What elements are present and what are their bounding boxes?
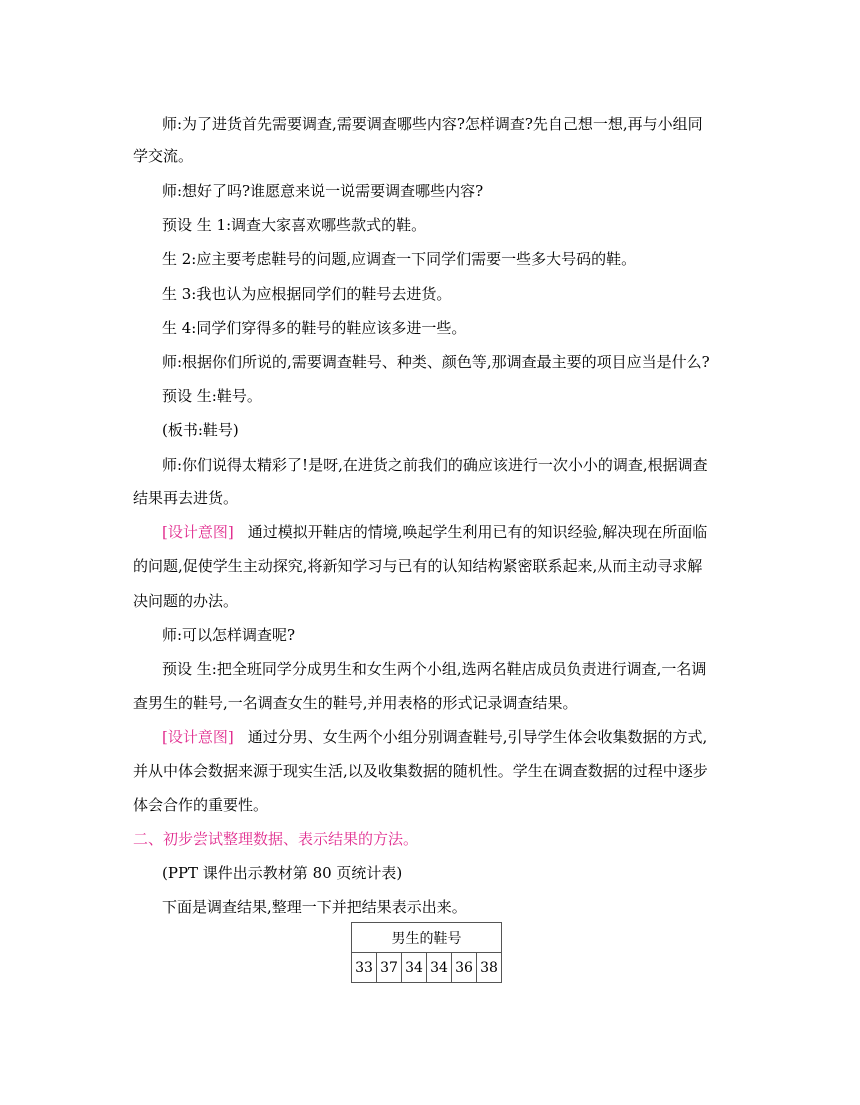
table-cell: 34 <box>402 953 427 983</box>
paragraph-line: 预设 生 1:调查大家喜欢哪些款式的鞋。 <box>162 216 427 234</box>
table-cell: 36 <box>452 953 477 983</box>
design-intent-paragraph <box>162 522 707 542</box>
design-intent-paragraph <box>162 727 707 747</box>
paragraph-line: 生 2:应主要考虑鞋号的问题,应调查一下同学们需要一些多大号码的鞋。 <box>162 250 637 268</box>
table-row <box>352 953 502 983</box>
paragraph-line: 查男生的鞋号,一名调查女生的鞋号,并用表格的形式记录调查结果。 <box>133 694 578 712</box>
table-cell: 33 <box>352 953 377 983</box>
paragraph-line: 师:可以怎样调查呢? <box>162 626 296 644</box>
paragraph-line: 师:根据你们所说的,需要调查鞋号、种类、颜色等,那调查最主要的项目应当是什么? <box>162 353 710 371</box>
paragraph-line: 预设 生:鞋号。 <box>162 387 262 405</box>
paragraph-line: 预设 生:把全班同学分成男生和女生两个小组,选两名鞋店成员负责进行调查,一名调 <box>162 660 707 678</box>
paragraph-line: 师:想好了吗?谁愿意来说一说需要调查哪些内容? <box>162 182 484 200</box>
paragraph-line: 生 3:我也认为应根据同学们的鞋号去进货。 <box>162 285 452 303</box>
table-cell: 37 <box>377 953 402 983</box>
paragraph-line: 师:为了进货首先需要调查,需要调查哪些内容?怎样调查?先自己想一想,再与小组同 <box>162 115 703 133</box>
paragraph-line: 生 4:同学们穿得多的鞋号的鞋应该多进一些。 <box>162 319 467 337</box>
paragraph-line: 学交流。 <box>133 147 194 165</box>
section-heading: 二、初步尝试整理数据、表示结果的方法。 <box>133 830 419 848</box>
design-intent-label: [设计意图] <box>162 523 234 541</box>
paragraph-text: 通过模拟开鞋店的情境,唤起学生利用已有的知识经验,解决现在所面临 <box>247 523 708 541</box>
paragraph-line: (板书:鞋号) <box>162 421 239 439</box>
paragraph-line: 并从中体会数据来源于现实生活,以及收集数据的随机性。学生在调查数据的过程中逐步 <box>133 762 708 780</box>
paragraph-line: 师:你们说得太精彩了!是呀,在进货之前我们的确应该进行一次小小的调查,根据调查 <box>162 456 708 474</box>
table-cell: 38 <box>477 953 502 983</box>
design-intent-label: [设计意图] <box>162 728 234 746</box>
paragraph-text: 通过分男、女生两个小组分别调查鞋号,引导学生体会收集数据的方式, <box>247 728 708 746</box>
paragraph-line: 决问题的办法。 <box>133 592 239 610</box>
paragraph-line: 的问题,促使学生主动探究,将新知学习与已有的认知结构紧密联系起来,从而主动寻求解 <box>133 557 703 575</box>
shoe-size-table <box>351 922 502 983</box>
paragraph-line: 结果再去进货。 <box>133 489 239 507</box>
table-cell: 34 <box>427 953 452 983</box>
table-title: 男生的鞋号 <box>352 923 502 953</box>
paragraph-line: 体会合作的重要性。 <box>133 796 269 814</box>
paragraph-line: (PPT 课件出示教材第 80 页统计表) <box>162 864 403 882</box>
paragraph-line: 下面是调查结果,整理一下并把结果表示出来。 <box>162 898 467 916</box>
